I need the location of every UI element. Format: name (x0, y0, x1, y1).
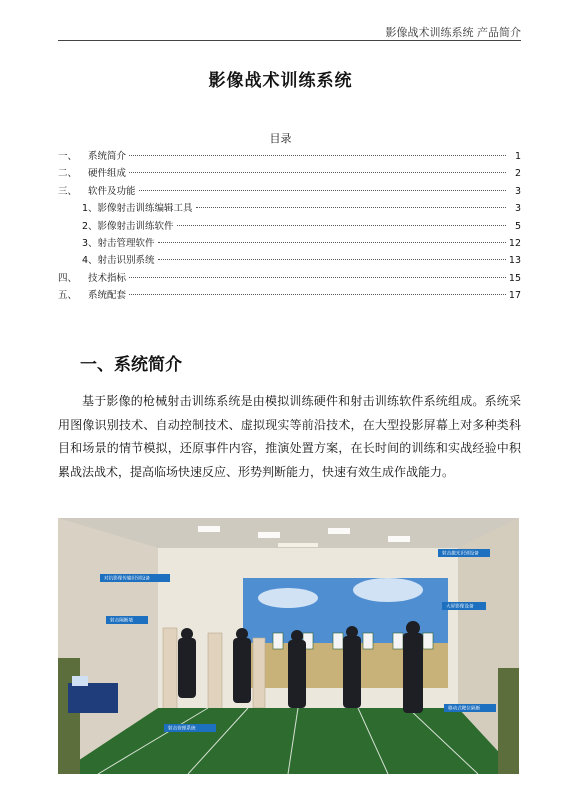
toc-entry-label: 2、影像射击训练软件 (82, 220, 174, 232)
toc-entry-label: 系统配套 (88, 290, 127, 302)
page-header: 影像战术训练系统 产品简介 (385, 26, 521, 39)
toc-entry[interactable] (58, 183, 521, 200)
toc-entry[interactable] (58, 287, 521, 304)
toc-entry-page: 12 (508, 237, 521, 249)
training-room-photo (58, 518, 519, 774)
toc-leader-dots (139, 190, 506, 191)
toc-entry-label: 技术指标 (88, 272, 127, 284)
toc-entry-number: 二、 (58, 168, 78, 180)
toc-entry[interactable] (58, 218, 521, 235)
toc-entry-page: 5 (514, 220, 521, 232)
svg-text:对抗影像传输识别设备: 对抗影像传输识别设备 (104, 576, 150, 582)
toc-leader-dots (129, 172, 506, 173)
toc-leader-dots (158, 242, 506, 243)
toc-entry-label: 软件及功能 (88, 185, 136, 197)
toc-entry-page: 3 (514, 185, 521, 197)
toc-entry-label: 3、射击管理软件 (82, 237, 155, 249)
callout-projector (100, 574, 170, 582)
toc-entry-page: 1 (514, 151, 521, 162)
toc-entry-number: 三、 (58, 185, 78, 197)
toc-entry-label: 4、射击识别系统 (82, 255, 155, 267)
toc-entry[interactable] (58, 252, 521, 269)
section-heading: 一、系统简介 (80, 355, 182, 375)
toc-leader-dots (129, 277, 506, 278)
toc-leader-dots (129, 155, 506, 156)
toc-entry-page: 3 (514, 203, 521, 215)
svg-text:射击管理系统: 射击管理系统 (168, 726, 196, 732)
callout-laser-camera (438, 549, 490, 557)
toc-leader-dots (196, 207, 506, 208)
toc-entry-label: 硬件组成 (88, 168, 127, 180)
svg-text:射击激光识别设备: 射击激光识别设备 (442, 551, 479, 557)
toc-entry[interactable] (58, 165, 521, 182)
toc-entry-page: 17 (508, 290, 521, 302)
toc-heading: 目录 (269, 132, 292, 145)
callout-shooting-booth (106, 616, 148, 624)
toc-leader-dots (129, 294, 506, 295)
toc-entry-page: 2 (514, 168, 521, 180)
toc-leader-dots (158, 259, 506, 260)
callout-mobile-target (444, 704, 496, 712)
toc-entry[interactable] (58, 235, 521, 252)
svg-text:射击隔断墙: 射击隔断墙 (110, 618, 133, 624)
toc-entry-label: 1、影像射击训练编辑工具 (82, 203, 193, 215)
toc-entry[interactable] (58, 148, 521, 165)
svg-text:大屏影像设备: 大屏影像设备 (446, 604, 474, 610)
toc-entry-number: 四、 (58, 272, 78, 284)
toc-entry-number: 一、 (58, 151, 78, 162)
toc-leader-dots (177, 225, 506, 226)
toc-entry-page: 13 (508, 255, 521, 267)
callout-management (164, 724, 216, 732)
callout-screen (442, 602, 486, 610)
toc-entry-number: 五、 (58, 290, 78, 302)
table-of-contents (58, 148, 521, 305)
toc-entry-page: 15 (508, 272, 521, 284)
document-title: 影像战术训练系统 (208, 71, 353, 91)
intro-paragraph: 基于影像的枪械射击训练系统是由模拟训练硬件和射击训练软件系统组成。系统采用图像识别技术、自动控制技术、虚拟现实等前沿技术，在大型投影屏幕上对多种类科目和场景的情节模拟，还原事件内容，推演处置方案，在长时间的训练和实战经验中积累战法战术，提高临场快速反应、形势判断能力，快速有效生成作战能力。 (58, 394, 521, 479)
svg-text:移动式靶位隔断: 移动式靶位隔断 (448, 706, 481, 712)
toc-entry[interactable] (58, 200, 521, 217)
toc-entry-label: 系统简介 (88, 151, 127, 162)
header-rule (58, 40, 521, 41)
toc-entry[interactable] (58, 270, 521, 287)
